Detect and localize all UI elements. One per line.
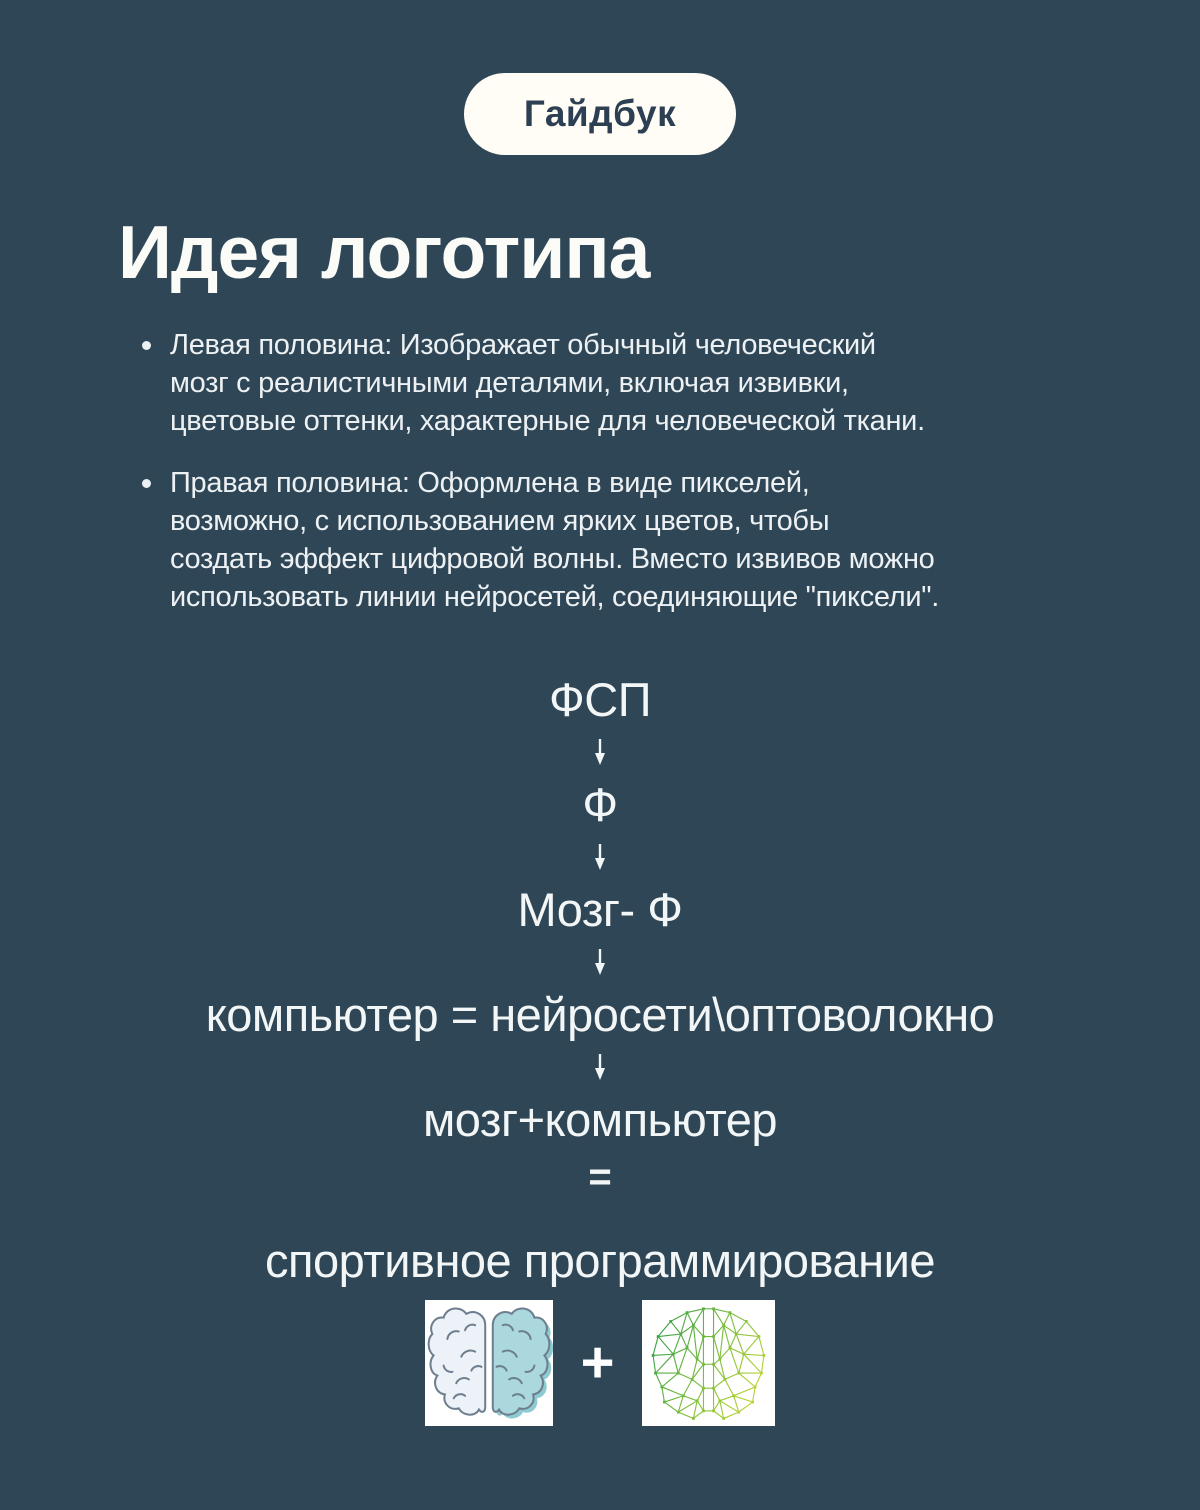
down-arrow-icon <box>593 1054 607 1080</box>
down-arrow-icon <box>593 949 607 975</box>
polygonal-network-brain-icon <box>642 1300 775 1426</box>
half-organic-brain-icon <box>425 1300 553 1426</box>
guidebook-badge-label: Гайдбук <box>523 93 677 134</box>
network-brain-image <box>642 1300 775 1426</box>
flow-step-4: компьютер = нейросети\оптоволокно <box>205 987 995 1041</box>
flow-step-1: ФСП <box>549 672 651 726</box>
logo-concept-row <box>0 1300 1200 1426</box>
bullet-item-right-half <box>140 464 1080 616</box>
down-arrow-icon <box>593 739 607 765</box>
bullet-item-left-half <box>140 326 1080 440</box>
page-title: Идея логотипа <box>118 210 650 294</box>
flow-result: спортивное программирование <box>265 1233 935 1287</box>
flow-step-3: Мозг- Ф <box>517 882 683 936</box>
flow-equals-sign: = <box>588 1154 612 1199</box>
bullet-line: Правая половина: Оформлена в виде пикселей, <box>170 466 810 499</box>
naming-flow-diagram <box>0 672 1200 1287</box>
organic-brain-image <box>425 1300 553 1426</box>
bullet-list <box>140 326 1080 616</box>
bullet-line: мозг с реалистичными деталями, включая извивки, <box>170 366 849 399</box>
bullet-line: Левая половина: Изображает обычный человеческий <box>170 328 876 361</box>
guidebook-badge <box>464 73 736 155</box>
bullet-line: цветовые оттенки, характерные для человеческой ткани. <box>170 404 925 437</box>
plus-sign: + <box>580 1329 615 1395</box>
flow-step-2: Ф <box>582 777 618 831</box>
bullet-line: создать эффект цифровой волны. Вместо извивов можно <box>170 542 935 575</box>
down-arrow-icon <box>593 844 607 870</box>
bullet-line: использовать линии нейросетей, соединяющие "пиксели". <box>170 580 940 613</box>
flow-step-5: мозг+компьютер <box>422 1092 778 1146</box>
bullet-line: возможно, с использованием ярких цветов, чтобы <box>170 504 830 537</box>
